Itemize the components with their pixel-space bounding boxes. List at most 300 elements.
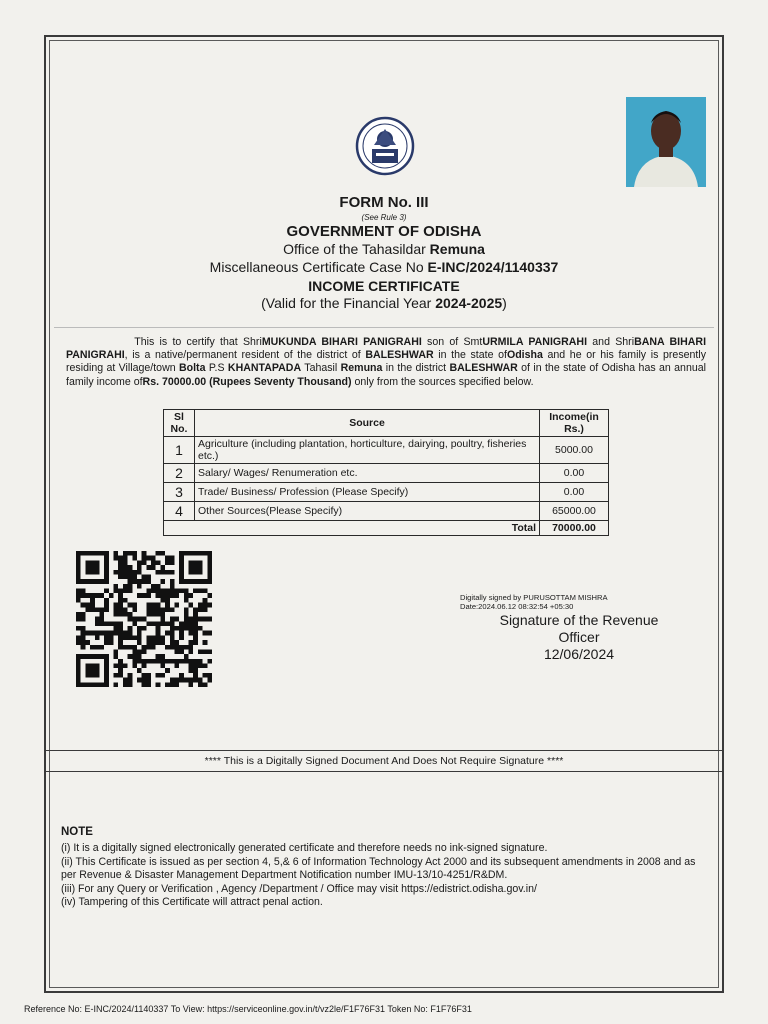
qr-module <box>179 621 184 626</box>
qr-module <box>156 682 161 687</box>
qr-module <box>90 607 95 612</box>
qr-module <box>146 612 151 617</box>
qr-module <box>114 631 119 636</box>
qr-module <box>114 551 119 556</box>
qr-module <box>156 607 161 612</box>
certificate-border <box>44 35 724 993</box>
note-title: NOTE <box>61 826 93 838</box>
qr-module <box>184 593 189 598</box>
qr-module <box>137 617 142 622</box>
qr-module <box>104 631 109 636</box>
row-income: 5000.00 <box>540 437 609 464</box>
qr-module <box>146 659 151 664</box>
qr-module <box>137 560 142 565</box>
qr-module <box>156 635 161 640</box>
qr-module <box>165 621 170 626</box>
qr-module <box>76 617 81 622</box>
table-row <box>164 464 609 483</box>
qr-module <box>85 640 90 645</box>
qr-module <box>118 574 123 579</box>
row-income: 0.00 <box>540 483 609 502</box>
qr-module <box>95 645 100 650</box>
qr-module <box>193 621 198 626</box>
qr-module <box>132 603 137 608</box>
row-source: Salary/ Wages/ Renumeration etc. <box>195 464 540 483</box>
qr-module <box>118 593 123 598</box>
qr-module <box>165 570 170 575</box>
village: Bolta <box>178 362 206 375</box>
qr-module <box>114 584 119 589</box>
qr-module <box>118 640 123 645</box>
qr-module <box>109 621 114 626</box>
qr-module <box>95 593 100 598</box>
qr-module <box>156 584 161 589</box>
qr-module <box>142 579 147 584</box>
qr-module <box>95 617 100 622</box>
qr-module <box>203 664 208 669</box>
signature-date: 12/06/2024 <box>543 646 615 662</box>
qr-module <box>189 649 194 654</box>
qr-module <box>123 598 128 603</box>
row-sl: 3 <box>164 483 195 502</box>
qr-module <box>184 607 189 612</box>
body-text: Tahasil <box>301 362 341 375</box>
qr-module <box>128 579 133 584</box>
qr-module <box>114 649 119 654</box>
qr-module <box>193 626 198 631</box>
qr-module <box>128 565 133 570</box>
qr-module <box>179 645 184 650</box>
qr-module <box>118 645 123 650</box>
qr-module <box>160 612 165 617</box>
qr-module <box>128 612 133 617</box>
qr-module <box>99 645 104 650</box>
qr-module <box>137 649 142 654</box>
qr-module <box>170 556 175 561</box>
qr-module <box>160 607 165 612</box>
qr-module <box>170 593 175 598</box>
note-item: (iii) For any Query or Verification , Agency /Department / Office may visit https://edistrict.odisha.gov.in/ <box>61 882 537 895</box>
qr-module <box>207 659 212 664</box>
qr-module <box>189 659 194 664</box>
qr-module <box>170 621 175 626</box>
qr-module <box>123 560 128 565</box>
qr-module <box>109 631 114 636</box>
qr-module <box>123 556 128 561</box>
qr-module <box>184 654 189 659</box>
qr-module <box>137 640 142 645</box>
qr-module <box>207 617 212 622</box>
qr-module <box>156 673 161 678</box>
qr-module <box>203 589 208 594</box>
qr-module <box>198 678 203 683</box>
qr-module <box>156 640 161 645</box>
qr-module <box>170 640 175 645</box>
qr-module <box>170 607 175 612</box>
qr-module <box>128 673 133 678</box>
body-text: in the district <box>382 362 450 375</box>
qr-module <box>184 612 189 617</box>
qr-module <box>160 621 165 626</box>
qr-module <box>132 649 137 654</box>
qr-module <box>85 607 90 612</box>
qr-module <box>118 668 123 673</box>
qr-module <box>123 645 128 650</box>
body-text: son of Smt <box>421 336 483 348</box>
qr-module <box>142 649 147 654</box>
qr-module <box>95 635 100 640</box>
qr-module <box>207 649 212 654</box>
qr-module <box>128 631 133 636</box>
odisha-emblem-icon <box>354 115 416 177</box>
qr-module <box>193 659 198 664</box>
qr-module <box>114 612 119 617</box>
office-prefix: Office of the Tahasildar <box>283 241 430 257</box>
row-sl: 2 <box>164 464 195 483</box>
row-source: Other Sources(Please Specify) <box>195 502 540 521</box>
qr-module <box>146 640 151 645</box>
qr-module <box>142 574 147 579</box>
qr-module <box>137 579 142 584</box>
qr-module <box>189 617 194 622</box>
qr-module <box>76 640 81 645</box>
qr-module <box>146 607 151 612</box>
qr-module <box>198 617 203 622</box>
qr-module <box>128 682 133 687</box>
qr-module <box>142 593 147 598</box>
qr-module <box>156 659 161 664</box>
qr-module <box>203 640 208 645</box>
qr-module <box>146 556 151 561</box>
qr-module <box>123 570 128 575</box>
qr-module <box>146 645 151 650</box>
qr-module <box>156 626 161 631</box>
qr-module <box>160 570 165 575</box>
qr-module <box>142 617 147 622</box>
form-number: FORM No. III <box>339 194 429 211</box>
qr-module <box>170 570 175 575</box>
qr-module <box>174 645 179 650</box>
qr-module <box>189 668 194 673</box>
qr-module <box>132 664 137 669</box>
qr-module <box>203 598 208 603</box>
qr-module <box>81 593 86 598</box>
qr-module <box>114 556 119 561</box>
certificate-body <box>66 336 706 389</box>
qr-module <box>142 560 147 565</box>
total-value: 70000.00 <box>540 521 609 536</box>
qr-module <box>160 617 165 622</box>
qr-module <box>114 682 119 687</box>
office-name: Remuna <box>429 241 485 257</box>
total-label: Total <box>164 521 540 536</box>
qr-module <box>114 626 119 631</box>
qr-module <box>189 593 194 598</box>
qr-module <box>146 635 151 640</box>
qr-module <box>76 593 81 598</box>
qr-module <box>109 593 114 598</box>
qr-module <box>156 603 161 608</box>
qr-module <box>189 631 194 636</box>
qr-module <box>151 635 156 640</box>
body-text: only from the sources specified below. <box>351 375 534 388</box>
qr-module <box>174 589 179 594</box>
qr-module <box>151 589 156 594</box>
qr-module <box>165 607 170 612</box>
qr-module <box>165 682 170 687</box>
applicant-photo <box>626 97 706 187</box>
qr-module <box>104 635 109 640</box>
qr-module <box>151 607 156 612</box>
qr-module <box>193 607 198 612</box>
qr-module <box>132 556 137 561</box>
qr-module <box>123 631 128 636</box>
qr-module <box>114 570 119 575</box>
qr-module <box>118 621 123 626</box>
qr-module <box>132 659 137 664</box>
qr-module <box>104 607 109 612</box>
qr-module <box>123 589 128 594</box>
qr-module <box>76 612 81 617</box>
qr-module <box>81 635 86 640</box>
qr-module <box>170 579 175 584</box>
qr-module <box>170 678 175 683</box>
qr-module <box>160 640 165 645</box>
district: BALESHWAR <box>449 362 518 375</box>
table-total-row <box>164 521 609 536</box>
qr-module <box>193 635 198 640</box>
qr-module <box>90 645 95 650</box>
qr-module <box>151 645 156 650</box>
qr-module <box>146 621 151 626</box>
qr-module <box>118 673 123 678</box>
row-source: Trade/ Business/ Profession (Please Specify) <box>195 483 540 502</box>
qr-module <box>184 598 189 603</box>
qr-module <box>174 664 179 669</box>
qr-module <box>170 584 175 589</box>
valid-year: 2024-2025 <box>435 295 503 311</box>
qr-module <box>179 631 184 636</box>
qr-module <box>85 603 90 608</box>
qr-module <box>189 626 194 631</box>
table-header-row <box>164 410 609 437</box>
qr-module <box>156 654 161 659</box>
divider <box>54 327 714 328</box>
qr-module <box>156 612 161 617</box>
qr-module <box>193 617 198 622</box>
signature-block <box>474 612 684 663</box>
validity-line <box>46 295 722 311</box>
qr-module <box>160 598 165 603</box>
qr-module <box>189 678 194 683</box>
qr-module <box>151 621 156 626</box>
qr-module <box>198 649 203 654</box>
qr-module <box>137 678 142 683</box>
qr-module <box>179 678 184 683</box>
note-item: (ii) This Certificate is issued as per section 4, 5,& 6 of Information Technology Act 2000 and its subsequent amendments in 2008 and as per Revenue & Disaster Management Department Notification number IMU-13/10-4251/R&DM. <box>61 855 696 882</box>
see-rule: (See Rule 3) <box>361 213 407 222</box>
qr-module <box>151 556 156 561</box>
qr-module <box>114 603 119 608</box>
qr-module <box>137 631 142 636</box>
state: Odisha <box>506 349 543 362</box>
qr-module <box>151 659 156 664</box>
qr-module <box>81 631 86 636</box>
qr-module <box>76 589 81 594</box>
qr-module <box>160 664 165 669</box>
police-station: KHANTAPADA <box>227 362 302 375</box>
qr-module <box>156 621 161 626</box>
qr-module <box>123 607 128 612</box>
row-income: 0.00 <box>540 464 609 483</box>
qr-module <box>90 593 95 598</box>
qr-module <box>170 645 175 650</box>
qr-module <box>142 659 147 664</box>
qr-module <box>174 626 179 631</box>
qr-module <box>174 603 179 608</box>
qr-module <box>165 659 170 664</box>
qr-module <box>170 617 175 622</box>
qr-module <box>170 682 175 687</box>
qr-module <box>81 645 86 650</box>
footer-reference: Reference No: E-INC/2024/1140337 To View: https://serviceonline.gov.in/t/vz2le/F1F76F31 Token No: F1F76F31 <box>24 1004 472 1014</box>
body-text: , is a native/permanent resident of the district of <box>124 349 366 362</box>
tahasil: Remuna <box>340 362 383 375</box>
body-text: P.S <box>205 362 228 375</box>
qr-module <box>128 645 133 650</box>
qr-module <box>160 565 165 570</box>
qr-module <box>179 649 184 654</box>
header-income: Income(in Rs.) <box>540 410 609 437</box>
qr-module <box>174 640 179 645</box>
qr-module <box>146 565 151 570</box>
qr-module <box>156 593 161 598</box>
qr-module <box>128 617 133 622</box>
qr-module <box>184 659 189 664</box>
qr-module <box>165 603 170 608</box>
qr-module <box>128 678 133 683</box>
qr-module <box>81 617 86 622</box>
qr-module <box>160 635 165 640</box>
qr-module <box>81 589 86 594</box>
qr-module <box>123 584 128 589</box>
qr-module <box>193 589 198 594</box>
qr-module <box>165 556 170 561</box>
notes-list <box>61 842 711 910</box>
qr-module <box>198 664 203 669</box>
qr-module <box>123 551 128 556</box>
row-sl: 1 <box>164 437 195 464</box>
qr-module <box>151 584 156 589</box>
qr-module <box>156 560 161 565</box>
qr-module <box>142 682 147 687</box>
table-row <box>164 483 609 502</box>
qr-module <box>151 603 156 608</box>
qr-module <box>146 574 151 579</box>
qr-module <box>151 565 156 570</box>
qr-module <box>99 631 104 636</box>
district: BALESHWAR <box>365 349 434 362</box>
qr-module <box>128 626 133 631</box>
qr-module <box>165 593 170 598</box>
qr-module <box>128 635 133 640</box>
qr-module <box>193 678 198 683</box>
valid-suffix: ) <box>502 295 507 311</box>
qr-module <box>160 551 165 556</box>
body-text: and Shri <box>587 336 635 348</box>
qr-module <box>123 565 128 570</box>
qr-module <box>137 593 142 598</box>
qr-module <box>85 593 90 598</box>
qr-module <box>184 621 189 626</box>
qr-module <box>132 645 137 650</box>
income-amount: Rs. 70000.00 (Rupees Seventy Thousand) <box>142 375 352 388</box>
qr-module <box>118 607 123 612</box>
qr-module <box>128 574 133 579</box>
qr-module <box>104 603 109 608</box>
qr-module <box>165 668 170 673</box>
qr-module <box>151 640 156 645</box>
qr-module <box>146 589 151 594</box>
qr-module <box>151 612 156 617</box>
qr-module <box>198 603 203 608</box>
qr-module <box>193 612 198 617</box>
qr-module <box>198 607 203 612</box>
qr-module <box>128 589 133 594</box>
qr-module <box>156 570 161 575</box>
qr-module <box>76 598 81 603</box>
qr-module <box>198 626 203 631</box>
qr-module <box>184 626 189 631</box>
office-line <box>46 241 722 257</box>
qr-module <box>99 621 104 626</box>
body-text: This is to certify that Shri <box>134 336 262 348</box>
father-name: BANA BIHARI PANIGRAHI <box>66 336 707 362</box>
qr-module <box>207 678 212 683</box>
qr-module <box>114 589 119 594</box>
qr-module <box>128 551 133 556</box>
qr-module <box>146 682 151 687</box>
qr-module <box>203 617 208 622</box>
qr-module <box>174 649 179 654</box>
qr-module <box>174 593 179 598</box>
qr-module <box>137 565 142 570</box>
qr-module <box>174 617 179 622</box>
qr-module <box>118 556 123 561</box>
qr-module <box>137 570 142 575</box>
case-line <box>46 259 722 275</box>
qr-module <box>203 682 208 687</box>
qr-module <box>128 654 133 659</box>
header-source: Source <box>195 410 540 437</box>
qr-code-icon <box>72 551 216 687</box>
qr-module <box>198 589 203 594</box>
qr-module <box>118 664 123 669</box>
qr-module <box>156 631 161 636</box>
qr-module <box>146 603 151 608</box>
qr-module <box>76 626 81 631</box>
qr-module <box>99 612 104 617</box>
qr-module <box>203 631 208 636</box>
qr-module <box>170 626 175 631</box>
signed-date: Date:2024.06.12 08:32:54 +05:30 <box>460 602 574 611</box>
digital-signed-notice: **** This is a Digitally Signed Document And Does Not Require Signature **** <box>46 750 722 772</box>
case-prefix: Miscellaneous Certificate Case No <box>209 259 428 275</box>
qr-module <box>207 603 212 608</box>
qr-module <box>179 635 184 640</box>
qr-module <box>132 574 137 579</box>
row-sl: 4 <box>164 502 195 521</box>
